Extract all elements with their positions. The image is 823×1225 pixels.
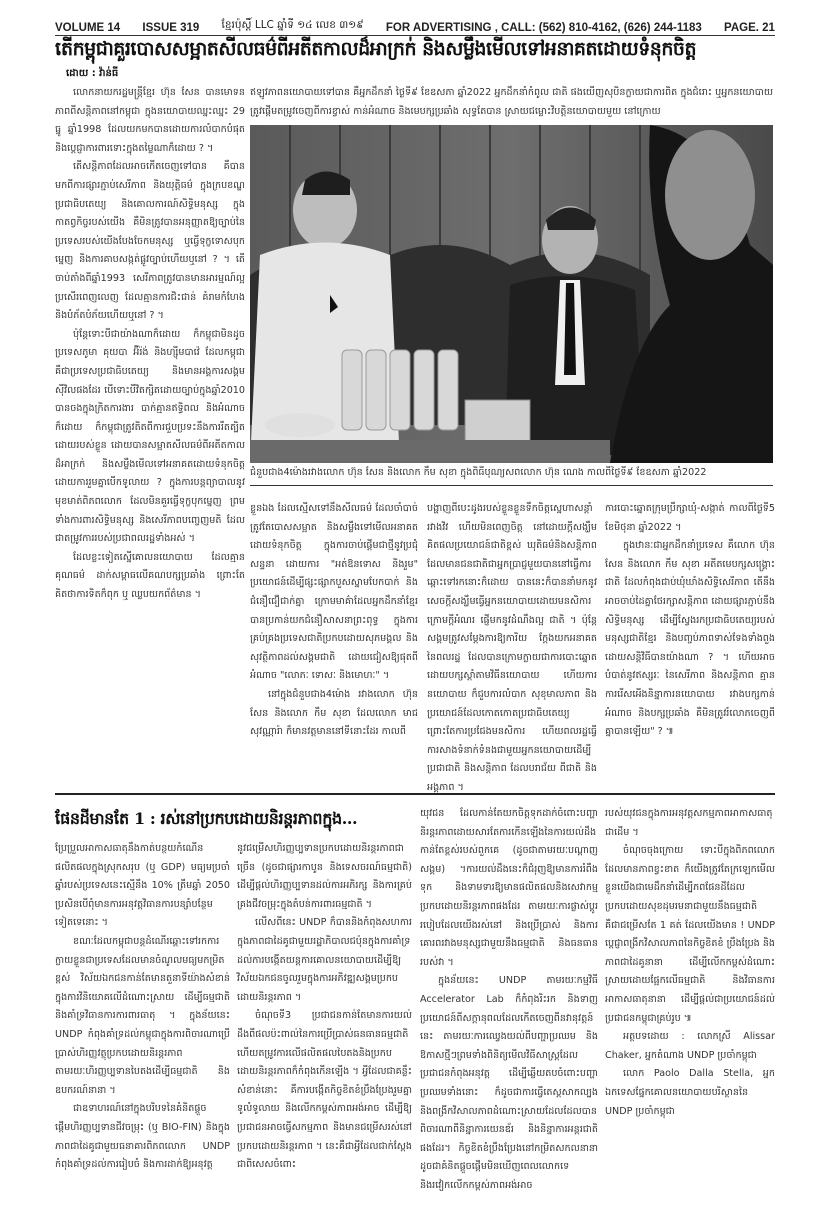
paragraph: ចំណុចចុងក្រោយ ទោះបីក្នុងពិភពលោកដែលមានភាពខ្វះខាត ក៏យើងត្រូវតែក្រឡេកមើលខ្លួនយើងជាមេដឹកនាំដើម្បីភពផែនដីដែលប្រកបដោយសុខដុមរមនាជាមួយនឹងធម្មជាតិ គឺជាជម្រើសតែ 1 គត់ ដែលយើងមាន ! UNDP ប្តេជ្ញាពង្រីកវិសាលភាពនៃកិច្ចខិតខំ ប្រឹងប្រែង និងភាពជាដៃគូនានា ដើម្បីលើកកម្ពស់ដំណោះស្រាយដោយផ្អែកលើធម្មជាតិ និងវិធានការអាកាសធាតុនានា ដើម្បីផ្តល់ជាប្រយោជន៍ដល់ប្រជាជនកម្ពុជាគ្រប់រូប ៕ (605, 845, 775, 1024)
paragraph: ក្នុងឋានៈជាអ្នកដឹកនាំប្រទេស គឺលោក ហ៊ុន សែន និងលោក កឹម សុខា អតីតមេបក្សសង្គ្រោះជាតិ ដែលកំពុងជាប់ឃុំឃាំងសិទ្ធិសេរីភាព តើនឹងអាចចាប់ដៃគ្នាថែរក្សាសន្តិភាព ដោយផ្សារភ្ជាប់នឹងសិទ្ធិមនុស្ស ដើម្បីស្វែងរកប្រជាធិបតេយ្យរបស់មនុស្សជាតិខ្មែរ និងបញ្ចប់ភាពទាស់ទែងទាំងពួងដោយសន្តិវិធីបានយ៉ាងណា ? ។ ហើយអាច បំបាត់នូវឥស្សរៈ នៃសេរីភាព និងសន្តិភាព គ្មានការរើសអើងនិន្នាការនយោបាយ រវាងបក្សកាន់អំណាច និងបក្សប្រឆាំង គឺមិនត្រូវរំលោភចេញពីគ្នាបានឡើយ" ? ៕ (605, 540, 775, 738)
article-column-top-strip (250, 84, 773, 122)
paragraph: ក្នុងន័យនេះ UNDP តាមរយៈកម្មវិធី Accelerator Lab ក៏កំពុងរិះរក និងទាញប្រយោជន៍ពីសក្តានុពលដែលកើតចេញពីនវានុវត្តន៍នេះ តាមរយៈការឈ្វេងយល់ពីបញ្ហាប្រឈម និងឱកាសថ្មីៗព្រមទាំងពិនិត្យមើលវិធីសាស្ត្រដែលប្រជាជនកំពុងអនុវត្ត ដើម្បីឆ្លើយតបចំពោះបញ្ហាប្រឈមទាំងនោះ ក៏ដូចជាការធ្វើតេស្តសាកល្បង និងពង្រីកវិសាលភាពដំណោះស្រាយដែលដែលបានពិចារណាពីនិន្នាការយេនឌ័រ និងនិន្នាការអន្តរជាតិផងដែរ។ កិច្ចខិតខំប្រឹងប្រែងនៅកម្រិតសកលនានា ដូចជាគំនិតផ្តួចផ្តើមមិនឃើញពេលលោកទេ និងរវៀកលើកកម្ពស់ភាពអង់អាច (420, 975, 598, 1191)
paragraph: នូវជម្រើសហិរញ្ញប្បទានប្រកបដោយនិរន្តរភាពជាច្រើន (ដូចជាផ្សារកាបូន និងទេសចរណ៍ធម្មជាតិ) ដើម្បីផ្តល់ហិរញ្ញប្បទានដល់ការអភិរក្ស និងការគ្រប់គ្រងជីវចម្រុះក្នុងតំបន់ការពារធម្មជាតិ ។ (237, 843, 412, 910)
article2-column-1 (55, 840, 230, 1190)
article-column-middle-2 (427, 500, 597, 793)
paragraph: របស់យុវជនក្នុងការអនុវត្តសកម្មភាពអាកាសធាតុជាដើម ។ (605, 808, 773, 838)
article-column-right (605, 500, 775, 785)
photo-caption: ជំនួបជាង4ម៉ោងរវាងលោក ហ៊ុន សែន និងលោក កឹម សុខា ក្នុងពិធីបុណ្យសពលោក ហ៊ុន ណេង កាលពីថ្ងៃទី៩ ខែឧសភា ឆ្នាំ2022 (250, 466, 773, 486)
paragraph: ប៉ុន្តែទោះបីជាយ៉ាងណាក៏ដោយ ក៏កម្ពុជាមិនដូចប្រទេសភូមា គុយបា អ៊ីរ៉ង់ និងហ្ស៊ីមបាវ៉េ ដែលកម្ពុជាគឺជាប្រទេសប្រជាធិបតេយ្យ និងមានអង្គការសង្គមស៊ីវិលផងដែរ បើទោះបីវិតក្សិតដោយច្បាប់ក្នុងឆ្នាំ2010 បានចងក្នុងក្រិតការងារ បាក់គ្មានឥទ្ធិពល និងអំណាចក៏ដោយ ក៏កម្ពុជាត្រូវតិតពីការជួបប្រទះនឹងការរឹតត្បិតដោយរបស់ខ្លួន ដោយបានសម្អាតសីលធម៌ពីអតីតកាលដ៏អាក្រក់ និងសម្លឹងមើលទៅអនាគតដោយទំនុកចិត្តដោយការរួមគ្នាបើកទូលាយ ? ក្នុងការបន្តព្យាបាលនូវមុខមាត់ពិភពលោក ដែលមិនគួរធ្វើទុក្ខបុកម្នេញ ព្រមទាំងការពារសិទ្ធិមនុស្ស និងសេរីភាពបញ្ចេញមតិ ដែលជាតម្រូវការរបស់ប្រជាពលរដ្ឋទាំងអស់ ។ (55, 328, 245, 545)
paragraph: ការបោះឆ្នោតក្រុមប្រឹក្សាឃុំ-សង្កាត់ កាលពីថ្ងៃទី5 ខែមិថុនា ឆ្នាំ2022 ។ (605, 503, 775, 533)
article-column-left (55, 84, 245, 784)
paragraph: ខណៈដែលកម្ពុជាបន្តដំណើរឆ្ពោះទៅរកការក្លាយខ្លួនជាប្រទេសដែលមានចំណូលមធ្យមកម្រិតខ្ពស់ វិស័យឯកជនកាន់តែមានតួនាទីយ៉ាងសំខាន់ក្នុងការវិនិយោគលើដំណោះស្រាយ ដើម្បីធម្មជាតិ និងគាំទ្រវិធានការការពារធាតុ ។ ក្នុងន័យនេះ UNDP កំពុងគាំទ្រដល់កម្ពុជាក្នុងការពិចារណាប្រើប្រាស់ហិរញ្ញវត្ថុប្រកបដោយនិរន្តរភាព តាមរយៈហិរញ្ញប្បទានបៃតងដើម្បីធម្មជាតិ និងឧបករណ៍នានា ។ (55, 935, 230, 1096)
article-headline: តើកម្ពុជាគួរបោសសម្អាតសីលធម៌ពីអតីតកាលដ៏អាក្រក់ និងសម្លឹងមើលទៅអនាគតដោយទំនុកចិត្ត (55, 38, 697, 60)
author-credit: អត្ថបទដោយ : លោកស្រី Alissar Chaker, អ្នកតំណាង UNDP ប្រចាំកម្ពុជា (605, 1031, 775, 1061)
paragraph: នៅក្នុងជំនួបជាង4ម៉ោង រវាងលោក ហ៊ុន សែន និងលោក កឹម សុខា ដែលលោក មាជ សុវណ្ណារ៉ា ក៏មានវត្តមាននៅទីនោះដែរ កាលពី (250, 688, 418, 738)
section-divider (55, 793, 775, 795)
paragraph: តើសន្តិភាពដែលអាចកើតចេញទៅបាន គឺបានមកពីការផ្សារភ្ជាប់សេរីភាព និងយុត្តិធម៌ ក្នុងក្របខណ្ឌប្រជាធិបតេយ្យ និងគោលការណ៍សិទ្ធិមនុស្ស ក្នុងកាតព្វកិច្ចរបស់យើង គឺមិនត្រូវបានអនុញ្ញាតឱ្យច្បាប់នៃប្រទេសរបស់យើងបែងចែកមនុស្ស ឬធ្វើទុក្ខទោសបុកម្នេញ និងការគាបសង្កត់ផ្លូវច្បាប់ហើយឬនៅ ? ។ តើចាប់តាំងពីឆ្នាំ1993 សេរីភាពត្រូវបានមានអារម្មណ៍ល្អប្រសើរពេញលេញ ដែលគ្មានការជិះជាន់ គំរាមកំហែង និងបំភ័តបំភ័យហើយឬនៅ ? ។ (55, 161, 245, 322)
page-number: PAGE. 21 (724, 22, 775, 34)
issue-label: ISSUE 319 (142, 22, 200, 34)
paragraph: ចំណុចទី3 ប្រជាជនកាន់តែមានការយល់ដឹងពីផលប៉ះពាល់នៃការប្រើប្រាស់ធនធានធម្មជាតិ ហើយតម្រូវការលើផលិតផលបៃតងនិងប្រកបដោយនិរន្តរភាពក៏កំពុងកើនឡើង ។ អ្វីដែលជាគន្លឹះសំខាន់នោះ គឺការបង្កើតកិច្ចខិតខំប្រឹងប្រែងរួមគ្នាទូលំទូលាយ និងលើកកម្ពស់ភាពអង់អាច ដើម្បីឱ្យប្រជាជនអាចធ្វើសកម្មភាព និងមានជម្រើសរស់នៅប្រកបដោយនិរន្តរភាព ។ នេះគឺជាអ្វីដែលជាក់ស្តែងជាពិសេសចំពោះ (237, 1010, 412, 1171)
volume-label: VOLUME 14 (55, 22, 121, 34)
advertising-info: FOR ADVERTISING , CALL: (562) 810-4162, (626) 244-1183 (385, 22, 702, 34)
article-column-middle-1 (250, 500, 418, 785)
photo-image (250, 125, 773, 463)
paragraph: ជាឧទាហរណ៍នៅក្នុងបរិបទនៃគំនិតផ្តួចផ្តើមហិរញ្ញប្បទានជីវចម្រុះ (ឬ BIO-FIN) និងក្នុងភាពជាដៃគូជាមួយធនាគារពិភពលោក UNDP កំពុងគាំទ្រដល់ការរៀបចំ និងការដាក់ឱ្យអនុវត្ត (55, 1103, 230, 1171)
article2-column-4 (605, 805, 775, 1190)
paragraph: លោកនាយករដ្ឋមន្ត្រីខ្មែរ ហ៊ុន សែន បានមោទនភាពពីសន្តិភាពនៅកម្ពុជា ក្នុងនយោបាយឈ្នះឈ្នះ 29 ធ្នូ ឆ្នាំ1998 ដែលយកមកបានដោយការលំបាកបំផុត និងប្តេជ្ញាការពារទោះក្នុងតម្លៃណាក៏ដោយ ? ។ (55, 87, 245, 154)
paper-name: ខ្មែរប៉ុស្តិ៍ LLC ឆ្នាំទី ១៤ លេខ ៣១៩ (221, 19, 364, 31)
paragraph: ខ្លួនឯង ដែលស្មើសទៅនឹងសីលធម៌ ដែលចាំបាច់ត្រូវតែបោសសម្អាត និងសម្លឹងទៅមើលអនាគតដោយទំនុកចិត្ត ក្នុងការចាប់ផ្តើមជាថ្មីនូវប្រជុំសន្ទនា ដោយការ "អត់ឱនទោស និងរួម" ប្រយោជន៍ដើម្បីផ្សះផ្សាកបួសស្នាមបែកបាក់ និងជំនឿជឿជាក់គ្នា ក្រោមមាគ៌ាដែលអ្នកដឹកនាំខ្មែរបានប្រកាន់យកជំនឿសាសនាព្រះពុទ្ធ ក្នុងការគ្រប់គ្រងប្រទេសជាតិប្រកបដោយសុភមង្គល និងសុវត្ថិភាពដល់សង្គមជាតិ ដោយជៀសឱ្យផុតពីអំណាច "លោភៈ ទោសៈ និងមោហៈ" ។ (250, 503, 418, 682)
article2-column-2 (237, 840, 412, 1190)
byline: ដោយ : វ៉ាន់ធី (66, 68, 119, 79)
paragraph: ដែលខ្លះទៀតស្នើគោលនយោបាយ ដែលគ្មានគុណធម៌ ដាក់សម្ពាធលើគណបក្សប្រឆាំង ព្រោះតែគិតថាការទិតក៏ពុក ឬ ឈ្លបយកព័ត៌មាន ។ (55, 551, 245, 601)
section-title: ផែនដីមានតែ 1 : រស់នៅប្រកបដោយនិរន្តរភាពក្នុង... (55, 809, 358, 828)
paragraph: បង្ហាញពីបេះដូងរបស់ខ្លួនខ្លួនទឹកចិត្តស្នេហាសន្ដាំ រវាងវិវ ហើយមិនពេញចិត្ត នៅដោយក្តីសង្ឃឹម គិតផលប្រយោជន៍ជាតិខ្ពស់ ឃុតិធម៌និងសន្តិភាព ដែលមានជនជាតិជាអ្នកប្រាជ្ញមួយបាននៅធ្វើការឆ្ពោះទៅរកនោះក៏ដោយ បាននេះក៏បាននាំមកនូវសេចក្តីសង្ឃឹមធ្វើអ្នកនយោបាយដោយមនសិការ ក្រោមក្តីអំណរ ផ្ញើមកនូវដំណឹងល្អ ជាតិ ។ ប៉ុន្តែសង្គមត្រូវសម្ដែងការឱ្យការិយ ក្តែងយកអនាគតនៃពលរដ្ឋ ដែលបានក្រោមក្លាយជាការបោះឆ្នោត ដោយបក្សស្ដាំតាមវិធីនយោបាយ ហើយការនយោបាយ ក៏ជួបការលំបាក សុខុមាលភាព និងប្រយោជន៍ដែលកោតកោតប្រជាធិបតេយ្យ ព្រោះតែការប្រជែងមនសិការ ហើយពលរដ្ឋធ្វើការសាងទំនាក់ទំនងជាមួយអ្នកនយោបាយដើម្បីប្រជាជាតិ និងសន្តិភាព ដែលបរាជ័យ ពីជាតិ និងអង្គភាព ។ (427, 503, 597, 793)
paragraph: ឥឡូវភាពនយោបាយទៅបាន គឺអ្នកដឹកនាំ ថ្ងៃទី៩ ខែឧសភា ឆ្នាំ2022 អ្នកដឹកនាំកំពូល ជាតិ ផងយើញសុបិនក្លាយជាការពិត ក្នុងជំរោះ ឬអ្នកនយោបាយ ត្រូវផ្តើមតម្រូវចេញពីការខ្វាស់ កាន់អំណាច និងមេបក្សប្រឆាំង សុទ្ធតែបាន ស្រាយជម្លោះវិបត្តិនយោបាយមួយ នៅក្រោយ (250, 87, 773, 117)
paragraph: លើសពីនេះ UNDP ក៏បាននិងកំពុងសហការក្នុងភាពជាដៃគូជាមួយរដ្ឋាភិបាលជប៉ុនក្នុងការគាំទ្រដល់ការបង្កើតយន្តការគោលនយោបាយដើម្បីឱ្យវិស័យឯកជនចូលរួមក្នុងការអភិវឌ្ឍសង្គមប្រកបដោយនិរន្តរភាព ។ (237, 917, 412, 1003)
paragraph: យុវជន ដែលកាន់តែយកចិត្តទុកដាក់ចំពោះបញ្ហានិរន្តរភាពដោយសារតែការកើនឡើងនៃការយល់ដឹងកាន់តែខ្ពស់របស់ពួកគេ (ដូចជាតាមរយៈបណ្ដាញសង្គម) ។ការយល់ដឹងនេះក៏ជំរុញឱ្យមានការរំពឹងទុក និងទាមទារឱ្យមានផលិតផលនិងសេវាកម្មប្រកបដោយនិរន្តរភាពផងដែរ តាមរយៈការផ្លាស់ប្តូររបៀបដែលយើងរស់នៅ និងប្រើប្រាស់ និងការគោរពរវាងមនុស្សជាមួយនឹងធម្មជាតិ និងធនធានរបស់វា ។ (420, 808, 598, 968)
article2-column-3 (420, 805, 598, 1190)
masthead (55, 16, 775, 36)
article-photo (250, 125, 773, 463)
author-credit: លោក Paolo Dalla Stella, អ្នកឯកទេសផ្នែកគោលនយោបាយបរិស្ថាននៃ UNDP ប្រចាំកម្ពុជា (605, 1068, 775, 1117)
paragraph: ប្រែប្រួលអាកាសធាតុនឹងកាត់បន្ថយកំណើនផលិតផលក្នុងស្រុកសរុប (ឬ GDP) មធ្យមប្រចាំឆ្នាំរបស់ប្រទេសនេះស្មើនឹង 10% ត្រឹមឆ្នាំ 2050 ប្រសិនបើពុំមានការអនុវត្តវិធានការបន្សាំបន្ថែមទៀតទេនោះ ។ (55, 843, 230, 929)
